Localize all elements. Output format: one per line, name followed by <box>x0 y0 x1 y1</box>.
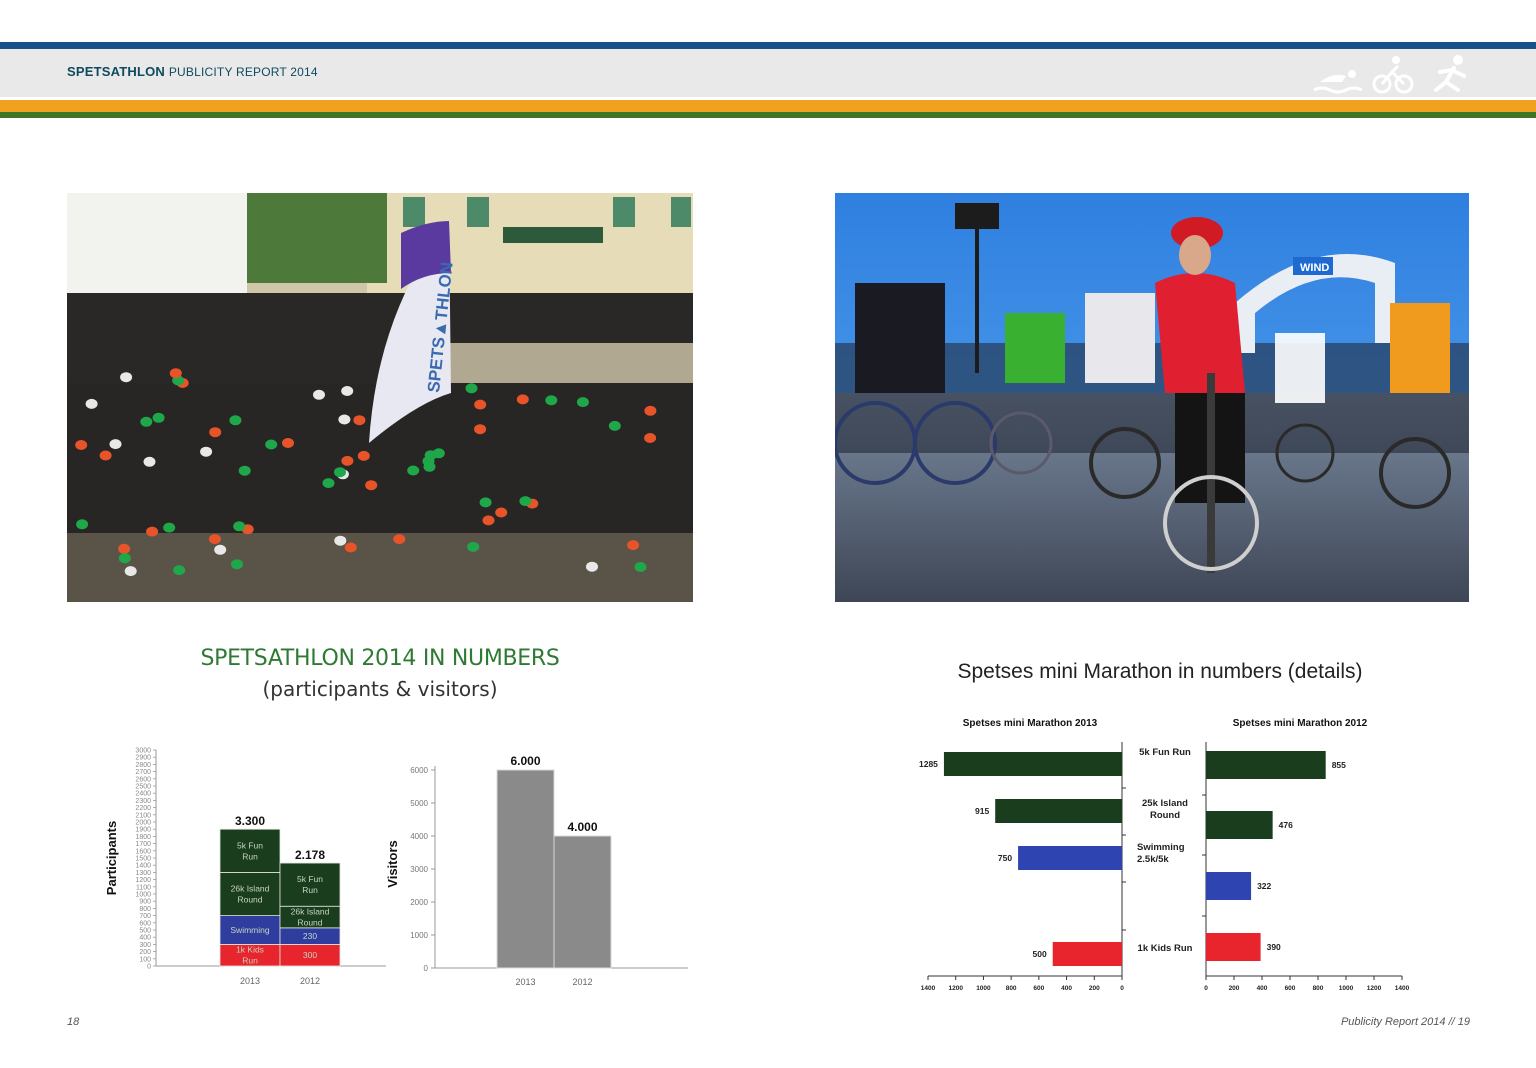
bar-value-label-2013: 750 <box>997 853 1013 863</box>
y-tick-label: 2500 <box>135 783 151 791</box>
header-band-green <box>0 112 1536 118</box>
x-tick-label: 200 <box>1088 985 1100 992</box>
category-label-line: 25k Island <box>1142 798 1188 809</box>
swim-cap <box>86 399 98 409</box>
numbers-subheading: (participants & visitors) <box>262 677 498 701</box>
swim-cap <box>474 400 486 410</box>
y-tick-label: 2800 <box>135 761 151 769</box>
bar-2013 <box>1053 942 1122 966</box>
y-tick-label: 300 <box>139 941 151 949</box>
swim-cap <box>323 478 335 488</box>
marathon-heading: Spetses mini Marathon in numbers (details) <box>957 660 1363 683</box>
segment-label: Swimming <box>230 925 270 935</box>
swim-cap <box>282 438 294 448</box>
bar-value-label-2012: 390 <box>1266 942 1281 952</box>
bar-2013 <box>995 799 1122 823</box>
swim-cap <box>644 433 656 443</box>
y-tick-label: 6000 <box>410 766 428 775</box>
swim-cap <box>334 467 346 477</box>
swim-cap <box>173 565 185 575</box>
y-tick-label: 1700 <box>135 841 151 849</box>
segment-label: Round <box>237 894 263 905</box>
swim-cap <box>153 413 165 423</box>
swim-cap <box>100 451 112 461</box>
category-label <box>1137 842 1185 865</box>
x-tick-label: 2012 <box>299 976 321 986</box>
swim-cap <box>545 395 557 405</box>
y-axis-label: Visitors <box>385 840 400 888</box>
bar-2013 <box>1018 846 1122 870</box>
swim-cap <box>365 480 377 490</box>
x-tick-label: 400 <box>1061 985 1073 992</box>
bar <box>554 836 611 968</box>
segment-label: Run <box>242 851 258 862</box>
bar-value-label-2012: 855 <box>1331 760 1346 770</box>
y-tick-label: 1500 <box>135 855 151 863</box>
flag-text: SPETS▲THLON <box>424 261 457 394</box>
y-tick-label: 2600 <box>135 776 151 784</box>
header-band-blue <box>0 42 1536 49</box>
swim-cap <box>75 440 87 450</box>
report-title-bold: SPETSATHLON <box>67 64 166 79</box>
chart-title-2013: Spetses mini Marathon 2013 <box>962 718 1098 729</box>
bar-value-label-2013: 1285 <box>919 759 938 769</box>
category-label <box>1139 747 1191 758</box>
bar-value-label-2012: 322 <box>1257 881 1272 891</box>
swim-cap <box>233 521 245 531</box>
visitors-chart <box>380 748 692 996</box>
y-tick-label: 2100 <box>135 812 151 820</box>
bike-icon <box>1374 56 1412 92</box>
y-tick-label: 1000 <box>135 891 151 899</box>
swim-cap <box>125 566 137 576</box>
y-tick-label: 2400 <box>135 790 151 798</box>
segment-label: Round <box>297 917 323 928</box>
swim-cap <box>495 508 507 518</box>
category-label-line: Round <box>1149 810 1181 821</box>
bar <box>497 770 554 968</box>
participants-chart <box>96 730 396 995</box>
swim-cap <box>358 451 370 461</box>
swim-cap <box>393 534 405 544</box>
swim-cap <box>341 456 353 466</box>
swim-cap <box>338 415 350 425</box>
x-tick-label: 600 <box>1033 985 1045 992</box>
arch-text: WIND <box>1300 262 1330 274</box>
x-tick-label: 0 <box>1120 985 1124 992</box>
swim-cap <box>231 559 243 569</box>
segment-label: Run <box>242 955 258 966</box>
segment-label: 26k Island <box>230 883 270 894</box>
swim-cap <box>466 383 478 393</box>
swim-cap <box>76 519 88 529</box>
bar-2013 <box>944 752 1122 776</box>
x-tick-label: 2013 <box>239 976 261 986</box>
photo-swimmers-crowd <box>67 193 693 602</box>
category-label <box>1138 943 1193 954</box>
x-tick-label: 1400 <box>1394 985 1410 992</box>
swim-icon <box>1314 70 1362 92</box>
y-tick-label: 0 <box>423 964 428 973</box>
swim-cap <box>110 439 122 449</box>
y-tick-label: 200 <box>139 949 151 957</box>
y-tick-label: 100 <box>139 956 151 964</box>
swim-cap <box>407 466 419 476</box>
y-tick-label: 1400 <box>135 862 151 870</box>
swim-cap <box>200 447 212 457</box>
swim-cap <box>334 536 346 546</box>
y-tick-label: 1200 <box>135 877 151 885</box>
x-tick-label: 1200 <box>1366 985 1382 992</box>
swim-cap <box>609 421 621 431</box>
y-tick-label: 0 <box>147 963 151 971</box>
bar-2012 <box>1206 933 1261 961</box>
run-icon <box>1436 55 1464 90</box>
y-tick-label: 3000 <box>410 865 428 874</box>
swim-cap <box>163 523 175 533</box>
bar-2012 <box>1206 872 1251 900</box>
bar-value-label-2012: 476 <box>1278 820 1293 830</box>
swim-cap <box>341 386 353 396</box>
y-tick-label: 1000 <box>410 931 428 940</box>
y-tick-label: 1600 <box>135 848 151 856</box>
swim-cap <box>120 372 132 382</box>
x-tick-label: 800 <box>1312 985 1324 992</box>
category-label <box>1142 798 1188 821</box>
swim-cap <box>474 424 486 434</box>
header-band-orange <box>0 100 1536 112</box>
swim-cap <box>483 515 495 525</box>
swim-cap <box>209 427 221 437</box>
y-axis-label: Participants <box>104 820 119 896</box>
y-tick-label: 2900 <box>135 754 151 762</box>
x-tick-label: 1000 <box>976 985 991 992</box>
y-tick-label: 2300 <box>135 797 151 805</box>
chart-title-2012: Spetses mini Marathon 2012 <box>1232 718 1368 729</box>
report-title <box>67 64 318 79</box>
photo-cyclists <box>835 193 1469 602</box>
marathon-chart <box>900 708 1420 1000</box>
x-tick-label: 600 <box>1284 985 1296 992</box>
swim-cap <box>118 544 130 554</box>
segment-label: 300 <box>302 950 318 961</box>
swim-cap <box>239 466 251 476</box>
y-tick-label: 1900 <box>135 826 151 834</box>
swim-cap <box>146 527 158 537</box>
swim-cap <box>229 415 241 425</box>
swim-cap <box>144 457 156 467</box>
numbers-heading: SPETSATHLON 2014 IN NUMBERS <box>200 646 560 671</box>
swim-cap <box>467 542 479 552</box>
swim-cap <box>214 545 226 555</box>
page-number-right: Publicity Report 2014 // 19 <box>1340 1016 1470 1028</box>
x-tick-label: 400 <box>1256 985 1268 992</box>
bar-total-label: 2.178 <box>294 848 326 863</box>
segment-label: 230 <box>302 931 318 942</box>
y-tick-label: 900 <box>139 898 151 906</box>
y-tick-label: 2000 <box>135 819 151 827</box>
swim-cap <box>627 540 639 550</box>
swim-cap <box>353 415 365 425</box>
swim-cap <box>519 496 531 506</box>
y-tick-label: 1100 <box>135 884 151 892</box>
x-tick-label: 2012 <box>572 977 593 987</box>
swim-cap <box>119 553 131 563</box>
swim-cap <box>433 448 445 458</box>
swim-cap <box>635 562 647 572</box>
swim-cap <box>586 562 598 572</box>
swim-cap <box>577 397 589 407</box>
page-number-left: 18 <box>67 1016 80 1028</box>
x-tick-label: 800 <box>1005 985 1017 992</box>
y-tick-label: 5000 <box>410 799 428 808</box>
bar-2012 <box>1206 811 1273 839</box>
x-tick-label: 1400 <box>920 985 936 992</box>
y-tick-label: 500 <box>139 927 151 935</box>
y-tick-label: 2000 <box>410 898 428 907</box>
swim-cap <box>170 368 182 378</box>
report-title-rest: PUBLICITY REPORT 2014 <box>168 65 318 79</box>
segment-label: 1k Kids <box>236 944 264 955</box>
bar-value-label-2013: 500 <box>1032 949 1047 959</box>
y-tick-label: 4000 <box>410 832 428 841</box>
y-tick-label: 700 <box>139 913 151 921</box>
swim-cap <box>644 406 656 416</box>
category-label-line: Swimming <box>1137 842 1185 853</box>
x-tick-label: 1000 <box>1338 985 1354 992</box>
x-tick-label: 1200 <box>948 985 963 992</box>
bar-value-label: 4.000 <box>567 820 598 834</box>
y-tick-label: 1300 <box>135 869 151 877</box>
swim-cap <box>313 390 325 400</box>
bar-total-label: 3.300 <box>234 814 266 829</box>
y-tick-label: 800 <box>139 905 151 913</box>
swim-cap <box>140 417 152 427</box>
swim-cap <box>424 462 436 472</box>
swim-cap <box>209 534 221 544</box>
y-tick-label: 400 <box>139 934 151 942</box>
swim-cap <box>345 543 357 553</box>
segment-label: 5k Fun <box>297 874 323 885</box>
bar-2012 <box>1206 751 1326 779</box>
y-tick-label: 3000 <box>135 747 151 755</box>
swim-cap <box>480 497 492 507</box>
swim-cap <box>517 394 529 404</box>
category-label-line: 1k Kids Run <box>1137 943 1193 954</box>
category-label-line: 2.5k/5k <box>1137 854 1169 865</box>
sport-icons <box>1312 52 1472 96</box>
bar-value-label: 6.000 <box>510 754 541 768</box>
segment-label: 26k Island <box>290 906 330 917</box>
y-tick-label: 2200 <box>135 805 151 813</box>
x-tick-label: 2013 <box>515 977 536 987</box>
y-tick-label: 1800 <box>135 833 151 841</box>
x-tick-label: 0 <box>1204 985 1208 992</box>
segment-label: 5k Fun <box>237 840 263 851</box>
swim-cap <box>265 440 277 450</box>
bar-value-label-2013: 915 <box>975 806 990 816</box>
y-tick-label: 600 <box>139 920 151 928</box>
y-tick-label: 2700 <box>135 769 151 777</box>
x-tick-label: 200 <box>1228 985 1240 992</box>
category-label-line: 5k Fun Run <box>1139 747 1191 758</box>
segment-label: Run <box>302 885 318 896</box>
